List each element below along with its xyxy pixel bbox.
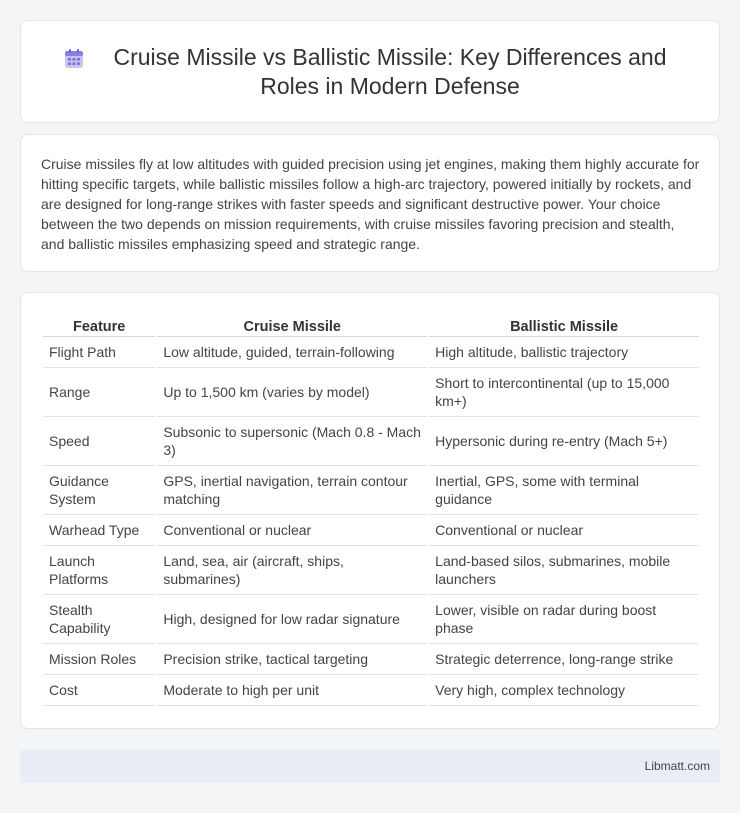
comparison-table	[41, 315, 701, 706]
cell-cruise: Moderate to high per unit	[157, 675, 427, 706]
cell-feature: Mission Roles	[43, 644, 155, 675]
cell-cruise: Precision strike, tactical targeting	[157, 644, 427, 675]
cell-cruise: Up to 1,500 km (varies by model)	[157, 368, 427, 417]
cell-cruise: Low altitude, guided, terrain-following	[157, 337, 427, 368]
footer-bar	[20, 750, 720, 783]
cell-feature: Warhead Type	[43, 515, 155, 546]
cell-cruise: High, designed for low radar signature	[157, 595, 427, 644]
title-card	[20, 20, 720, 123]
cell-feature: Range	[43, 368, 155, 417]
cell-feature: Speed	[43, 417, 155, 466]
footer-site-link[interactable]: Libmatt.com	[644, 759, 710, 773]
cell-ballistic: High altitude, ballistic trajectory	[429, 337, 699, 368]
cell-feature: Flight Path	[43, 337, 155, 368]
table-row	[43, 337, 699, 368]
table-row	[43, 466, 699, 515]
cell-feature: Launch Platforms	[43, 546, 155, 595]
cell-feature: Stealth Capability	[43, 595, 155, 644]
cell-cruise: Land, sea, air (aircraft, ships, submarines)	[157, 546, 427, 595]
cell-ballistic: Lower, visible on radar during boost phase	[429, 595, 699, 644]
table-card	[20, 292, 720, 729]
cell-cruise: Conventional or nuclear	[157, 515, 427, 546]
cell-cruise: GPS, inertial navigation, terrain contour matching	[157, 466, 427, 515]
cell-ballistic: Conventional or nuclear	[429, 515, 699, 546]
table-row	[43, 595, 699, 644]
cell-feature: Guidance System	[43, 466, 155, 515]
header-cruise: Cruise Missile	[157, 315, 427, 337]
table-row	[43, 368, 699, 417]
cell-ballistic: Short to intercontinental (up to 15,000 km+)	[429, 368, 699, 417]
table-header-row	[43, 315, 699, 337]
cell-ballistic: Land-based silos, submarines, mobile launchers	[429, 546, 699, 595]
header-ballistic: Ballistic Missile	[429, 315, 699, 337]
table-row	[43, 675, 699, 706]
cell-feature: Cost	[43, 675, 155, 706]
page-title: Cruise Missile vs Ballistic Missile: Key Differences and Roles in Modern Defense	[113, 44, 667, 99]
table-row	[43, 644, 699, 675]
header-feature: Feature	[43, 315, 155, 337]
intro-paragraph: Cruise missiles fly at low altitudes with guided precision using jet engines, making them highly accurate for hitting specific targets, while ballistic missiles follow a high-arc trajectory, powered initially by rockets, and are designed for long-range strikes with faster speeds and significant destructive power. Your choice between the two depends on mission requirements, with cruise missiles favoring precision and stealth, and ballistic missiles emphasizing speed and strategic range.	[41, 156, 700, 252]
cell-ballistic: Inertial, GPS, some with terminal guidance	[429, 466, 699, 515]
table-row	[43, 417, 699, 466]
table-row	[43, 546, 699, 595]
intro-card	[20, 134, 720, 272]
cell-cruise: Subsonic to supersonic (Mach 0.8 - Mach 3)	[157, 417, 427, 466]
cell-ballistic: Very high, complex technology	[429, 675, 699, 706]
table-row	[43, 515, 699, 546]
cell-ballistic: Strategic deterrence, long-range strike	[429, 644, 699, 675]
cell-ballistic: Hypersonic during re-entry (Mach 5+)	[429, 417, 699, 466]
